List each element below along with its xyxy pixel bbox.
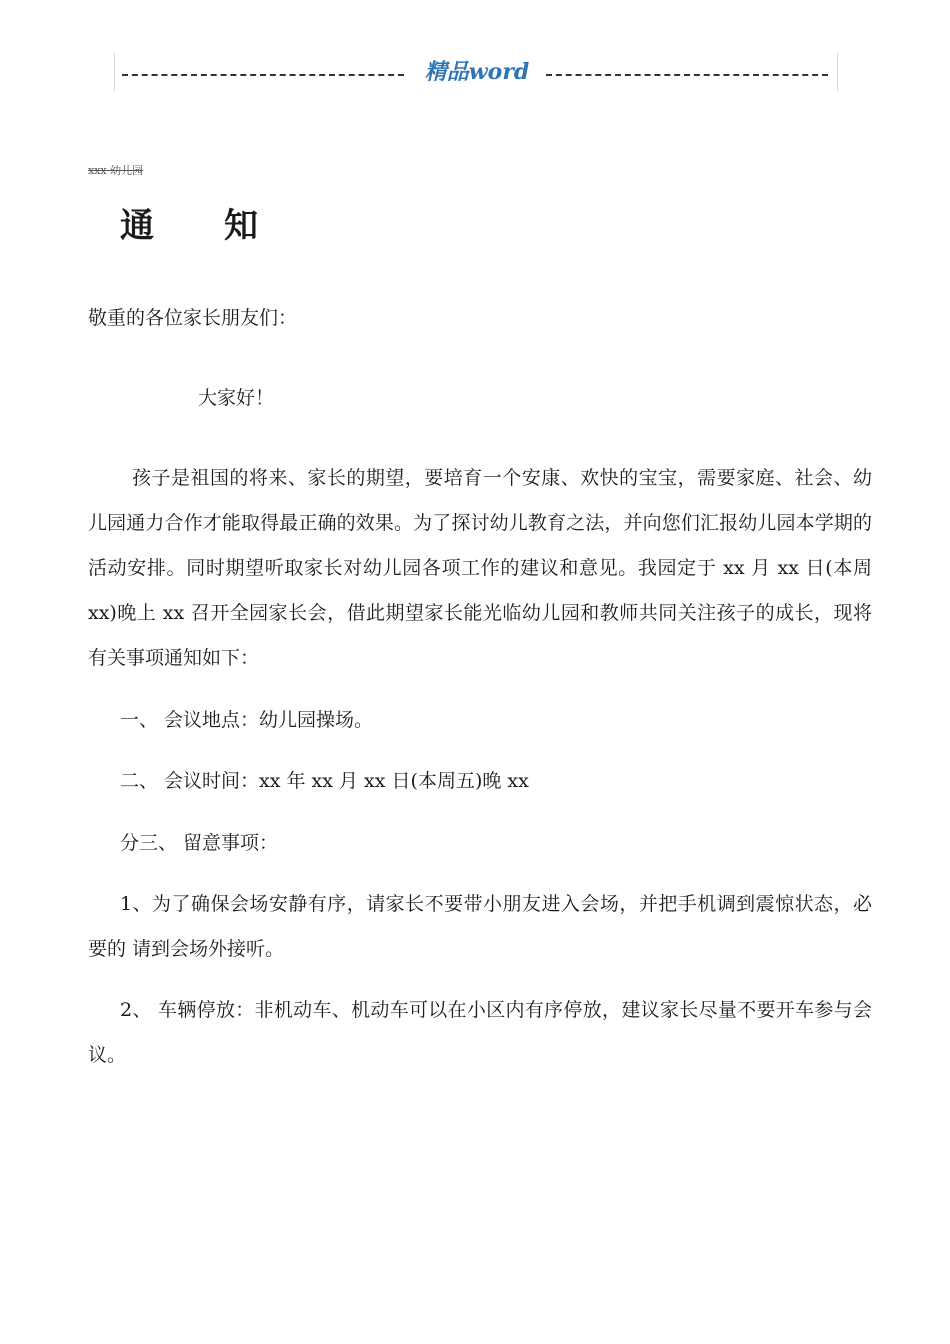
header-dashed-line-right <box>546 74 828 76</box>
header-dashed-line-left <box>122 74 404 76</box>
salutation: 敬重的各位家长朋友们： <box>88 307 298 329</box>
note-2: 2、 车辆停放：非机动车、机动车可以在小区内有序停放，建议家长尽量不要开车参与会议。 <box>88 999 872 1066</box>
item-time: 二、 会议时间：xx 年 xx 月 xx 日(本周五)晚 xx <box>120 770 529 792</box>
item-notes-heading: 分三、 留意事项： <box>120 832 279 854</box>
header-title: 精品word <box>424 59 530 85</box>
intro-paragraph: 孩子是祖国的将来、家长的期望，要培育一个安康、欢快的宝宝，需要家庭、社会、幼儿园通力合作才能取得最正确的效果。为了探讨幼儿教育之法，并向您们汇报幼儿园本学期的活动安排。同时期望听取家长对幼儿园各项工作的建议和意见。我园定于 xx 月 xx 日(本周 xx)晚上 xx 召开全园家长会，借此期望家长能光临幼儿园和教师共同关注孩子的成长，现将有关事项通知如下： <box>88 467 872 669</box>
greeting: 大家好！ <box>198 387 275 409</box>
note-1: 1、为了确保会场安静有序，请家长不要带小朋友进入会场，并把手机调到震惊状态，必要的 请到会场外接听。 <box>88 893 872 960</box>
item-location: 一、 会议地点：幼儿园操场。 <box>120 709 374 731</box>
document-title: 通知 <box>120 206 328 246</box>
school-name: xxx 幼儿园 <box>88 164 144 177</box>
